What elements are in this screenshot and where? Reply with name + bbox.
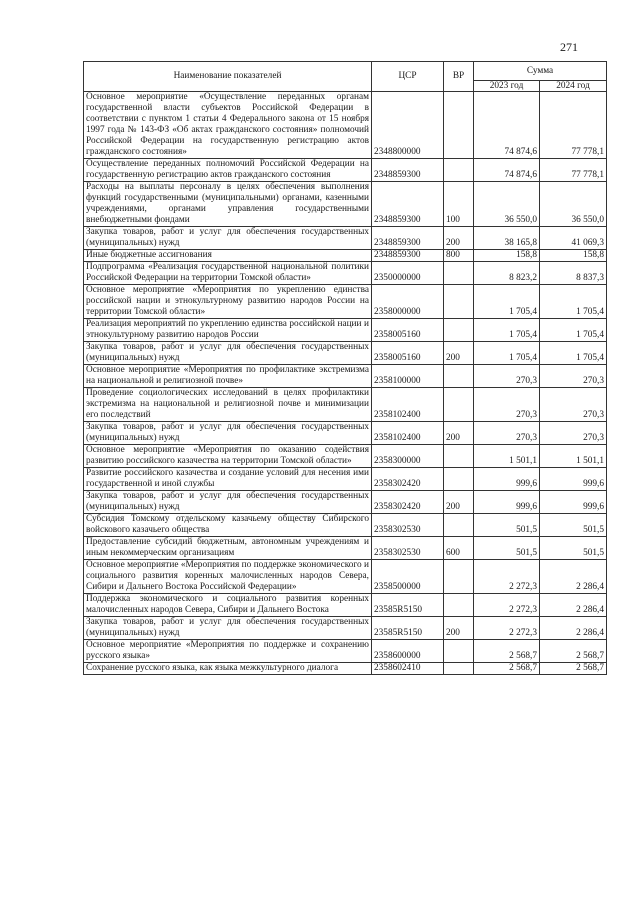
cell-name: Расходы на выплаты персоналу в целях обеспечения выполнения функций государственными (муниципальными) органами, казенными учреждениями, органами управления государственными внебюджетными фондами [84, 182, 372, 227]
cell-csr: 23585R5150 [372, 594, 444, 617]
table-row [84, 422, 607, 445]
cell-amount-2023: 38 165,8 [474, 227, 540, 250]
cell-csr: 2348859300 [372, 227, 444, 250]
cell-name: Субсидия Томскому отдельскому казачьему обществу Сибирского войскового казачьего общества [84, 514, 372, 537]
cell-vr: 800 [444, 250, 474, 262]
cell-amount-2023: 999,6 [474, 491, 540, 514]
cell-csr: 2348859300 [372, 182, 444, 227]
cell-name: Сохранение русского языка, как языка межкультурного диалога [84, 663, 372, 675]
cell-amount-2024: 1 705,4 [540, 319, 607, 342]
table-row [84, 640, 607, 663]
header-year-2023: 2023 год [474, 81, 540, 92]
cell-csr: 2348859300 [372, 159, 444, 182]
cell-name: Основное мероприятие «Мероприятия по профилактике экстремизма на национальной и религиозной почве» [84, 365, 372, 388]
page-number: 271 [560, 40, 578, 54]
cell-csr: 2358300000 [372, 445, 444, 468]
cell-name: Основное мероприятие «Мероприятия по поддержке и сохранению русского языка» [84, 640, 372, 663]
cell-name: Основное мероприятие «Мероприятия по поддержке экономического и социального развития коренных малочисленных народов Севера, Сибири и Дальнего Востока Российской Федерации» [84, 560, 372, 594]
cell-csr: 2358600000 [372, 640, 444, 663]
table-row [84, 250, 607, 262]
cell-name: Закупка товаров, работ и услуг для обеспечения государственных (муниципальных) нужд [84, 227, 372, 250]
cell-amount-2023: 2 272,3 [474, 560, 540, 594]
header-sum: Сумма [474, 62, 607, 81]
cell-amount-2023: 158,8 [474, 250, 540, 262]
cell-amount-2024: 41 069,3 [540, 227, 607, 250]
cell-name: Проведение социологических исследований в целях профилактики экстремизма на национальной и религиозной почве и минимизации его последствий [84, 388, 372, 422]
cell-vr [444, 594, 474, 617]
cell-name: Закупка товаров, работ и услуг для обеспечения государственных (муниципальных) нужд [84, 617, 372, 640]
cell-csr: 2358102400 [372, 388, 444, 422]
header-csr: ЦСР [372, 62, 444, 92]
cell-amount-2024: 1 705,4 [540, 285, 607, 319]
cell-amount-2023: 501,5 [474, 514, 540, 537]
cell-amount-2023: 270,3 [474, 388, 540, 422]
cell-vr [444, 663, 474, 675]
table-row [84, 365, 607, 388]
cell-amount-2024: 1 705,4 [540, 342, 607, 365]
table-row [84, 514, 607, 537]
table-row [84, 468, 607, 491]
cell-amount-2024: 8 837,3 [540, 262, 607, 285]
table-row [84, 227, 607, 250]
cell-csr: 2358000000 [372, 285, 444, 319]
cell-name: Реализация мероприятий по укреплению единства российской нации и этнокультурному развитию народов России [84, 319, 372, 342]
cell-vr [444, 468, 474, 491]
table-body [84, 92, 607, 675]
table-row [84, 182, 607, 227]
cell-vr: 200 [444, 491, 474, 514]
cell-amount-2024: 2 286,4 [540, 560, 607, 594]
table-row [84, 617, 607, 640]
cell-vr: 600 [444, 537, 474, 560]
table-row [84, 285, 607, 319]
cell-csr: 2350000000 [372, 262, 444, 285]
cell-vr: 100 [444, 182, 474, 227]
cell-amount-2024: 77 778,1 [540, 159, 607, 182]
cell-amount-2024: 501,5 [540, 537, 607, 560]
cell-vr [444, 640, 474, 663]
cell-csr: 2358302530 [372, 537, 444, 560]
table-row [84, 92, 607, 159]
table-row [84, 388, 607, 422]
cell-amount-2023: 8 823,2 [474, 262, 540, 285]
cell-name: Поддержка экономического и социального развития коренных малочисленных народов Севера, Сибири и Дальнего Востока [84, 594, 372, 617]
cell-csr: 2348800000 [372, 92, 444, 159]
cell-amount-2024: 999,6 [540, 468, 607, 491]
cell-vr [444, 92, 474, 159]
cell-amount-2023: 1 705,4 [474, 285, 540, 319]
cell-vr [444, 285, 474, 319]
cell-amount-2023: 2 568,7 [474, 640, 540, 663]
table-row [84, 537, 607, 560]
cell-csr: 2358500000 [372, 560, 444, 594]
cell-csr: 2358602410 [372, 663, 444, 675]
cell-amount-2023: 999,6 [474, 468, 540, 491]
cell-amount-2024: 2 286,4 [540, 617, 607, 640]
cell-amount-2023: 270,3 [474, 365, 540, 388]
cell-amount-2023: 74 874,6 [474, 159, 540, 182]
table-row [84, 663, 607, 675]
cell-csr: 23585R5150 [372, 617, 444, 640]
budget-table [83, 61, 607, 675]
cell-name: Подпрограмма «Реализация государственной национальной политики Российской Федерации на территории Томской области» [84, 262, 372, 285]
cell-amount-2024: 270,3 [540, 388, 607, 422]
cell-vr [444, 159, 474, 182]
cell-name: Закупка товаров, работ и услуг для обеспечения государственных (муниципальных) нужд [84, 491, 372, 514]
cell-amount-2024: 1 501,1 [540, 445, 607, 468]
cell-amount-2023: 74 874,6 [474, 92, 540, 159]
cell-amount-2024: 2 568,7 [540, 640, 607, 663]
cell-vr [444, 445, 474, 468]
cell-name: Иные бюджетные ассигнования [84, 250, 372, 262]
cell-name: Закупка товаров, работ и услуг для обеспечения государственных (муниципальных) нужд [84, 422, 372, 445]
cell-amount-2023: 270,3 [474, 422, 540, 445]
table-row [84, 319, 607, 342]
cell-name: Осуществление переданных полномочий Российской Федерации на государственную регистрацию актов гражданского состояния [84, 159, 372, 182]
table-row [84, 262, 607, 285]
cell-amount-2023: 1 705,4 [474, 319, 540, 342]
cell-amount-2023: 36 550,0 [474, 182, 540, 227]
cell-amount-2023: 2 568,7 [474, 663, 540, 675]
cell-name: Предоставление субсидий бюджетным, автономным учреждениям и иным некоммерческим организациям [84, 537, 372, 560]
cell-vr [444, 388, 474, 422]
table-row [84, 342, 607, 365]
cell-csr: 2358302530 [372, 514, 444, 537]
cell-name: Основное мероприятие «Осуществление переданных органам государственной власти субъектов Российской Федерации в соответствии с пунктом 1 статьи 4 Федерального закона от 15 ноября 1997 года № 143-ФЗ «Об актах гражданского состояния» полномочий Российской Федерации на государственную регистрацию актов гражданского состояния» [84, 92, 372, 159]
cell-amount-2023: 1 501,1 [474, 445, 540, 468]
cell-amount-2023: 2 272,3 [474, 594, 540, 617]
cell-vr: 200 [444, 227, 474, 250]
cell-vr [444, 365, 474, 388]
table-row [84, 594, 607, 617]
cell-csr: 2358302420 [372, 491, 444, 514]
cell-csr: 2348859300 [372, 250, 444, 262]
cell-csr: 2358005160 [372, 342, 444, 365]
cell-csr: 2358100000 [372, 365, 444, 388]
header-name: Наименование показателей [84, 62, 372, 92]
cell-vr: 200 [444, 422, 474, 445]
table-header [84, 62, 607, 92]
cell-vr [444, 560, 474, 594]
cell-amount-2024: 270,3 [540, 365, 607, 388]
cell-name: Основное мероприятие «Мероприятия по укреплению единства российской нации и этнокультурному развитию народов России на территории Томской области» [84, 285, 372, 319]
table-row [84, 560, 607, 594]
cell-name: Развитие российского казачества и создание условий для несения ими государственной и иной службы [84, 468, 372, 491]
cell-amount-2024: 270,3 [540, 422, 607, 445]
cell-vr [444, 262, 474, 285]
cell-amount-2023: 501,5 [474, 537, 540, 560]
cell-vr: 200 [444, 342, 474, 365]
cell-amount-2023: 1 705,4 [474, 342, 540, 365]
cell-amount-2024: 2 568,7 [540, 663, 607, 675]
cell-amount-2023: 2 272,3 [474, 617, 540, 640]
cell-amount-2024: 77 778,1 [540, 92, 607, 159]
cell-name: Закупка товаров, работ и услуг для обеспечения государственных (муниципальных) нужд [84, 342, 372, 365]
cell-csr: 2358102400 [372, 422, 444, 445]
cell-amount-2024: 2 286,4 [540, 594, 607, 617]
cell-csr: 2358302420 [372, 468, 444, 491]
cell-amount-2024: 999,6 [540, 491, 607, 514]
cell-amount-2024: 501,5 [540, 514, 607, 537]
cell-amount-2024: 158,8 [540, 250, 607, 262]
cell-csr: 2358005160 [372, 319, 444, 342]
header-vr: ВР [444, 62, 474, 92]
table-row [84, 445, 607, 468]
header-year-2024: 2024 год [540, 81, 607, 92]
cell-vr [444, 319, 474, 342]
table-row [84, 159, 607, 182]
cell-vr [444, 514, 474, 537]
cell-amount-2024: 36 550,0 [540, 182, 607, 227]
table-row [84, 491, 607, 514]
cell-vr: 200 [444, 617, 474, 640]
cell-name: Основное мероприятие «Мероприятия по оказанию содействия развитию российского казачества на территории Томской области» [84, 445, 372, 468]
